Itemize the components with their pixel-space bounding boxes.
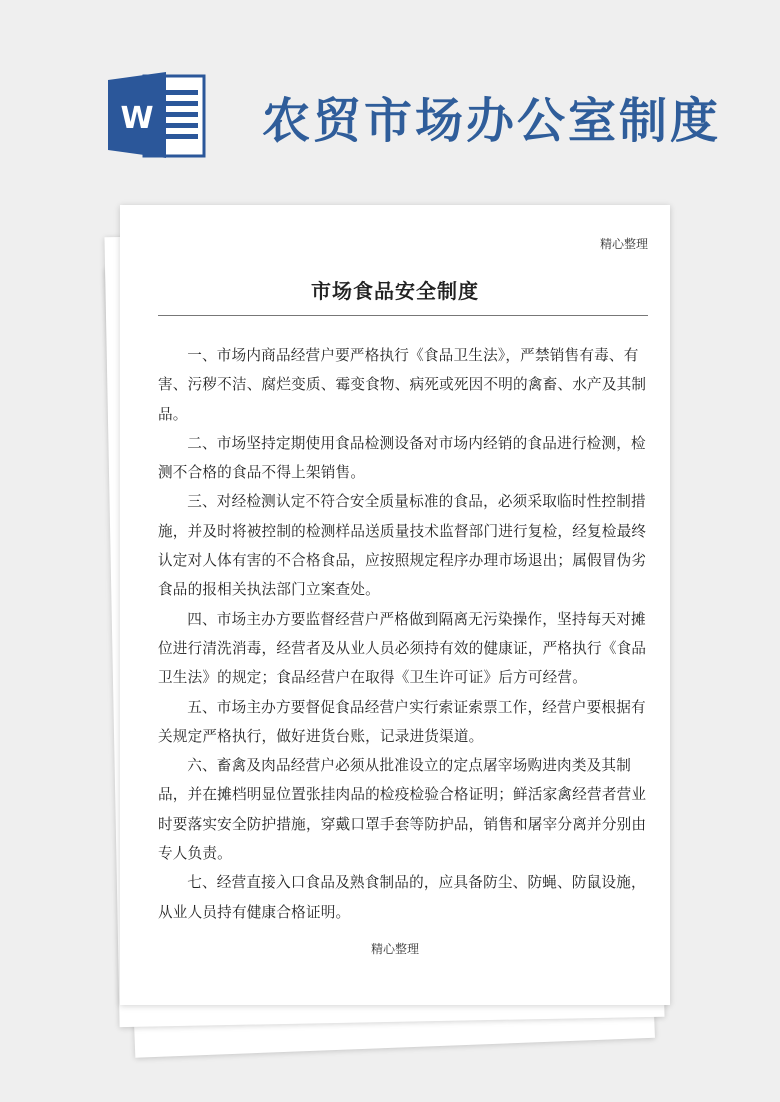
paragraph: 二、市场坚持定期使用食品检测设备对市场内经销的食品进行检测，检测不合格的食品不得上架销售。 [158, 434, 646, 482]
document-body [158, 341, 648, 927]
paragraph: 三、对经检测认定不符合安全质量标准的食品，必须采取临时性控制措施，并及时将被控制的检测样品送质量技术监督部门进行复检，经复检最终认定对人体有害的不合格食品，应按照规定程序办理市场退出；属假冒伪劣食品的报相关执法部门立案查处。 [158, 493, 647, 599]
paragraph: 五、市场主办方要督促食品经营户实行索证索票工作，经营户要根据有关规定严格执行，做好进货台账，记录进货渠道。 [158, 698, 646, 745]
paragraph: 一、市场内商品经营户要严格执行《食品卫生法》，严禁销售有毒、有害、污秽不洁、腐烂变质、霉变食物、病死或死因不明的禽畜、水产及其制品。 [158, 347, 647, 423]
page-header [0, 0, 780, 200]
page-title: 农贸市场办公室制度 [262, 93, 722, 149]
document-page [120, 205, 670, 1005]
paragraph: 六、畜禽及肉品经营户必须从批准设立的定点屠宰场购进肉类及其制品，并在摊档明显位置张挂肉品的检疫检验合格证明；鲜活家禽经营者营业时要落实安全防护措施，穿戴口罩手套等防护品，销售和屠宰分离并分别由专人负责。 [158, 757, 647, 863]
word-icon-letter: W [120, 101, 154, 136]
title-divider [158, 315, 648, 316]
paragraph: 四、市场主办方要监督经营户严格做到隔离无污染操作，坚持每天对摊位进行清洗消毒，经营者及从业人员必须持有效的健康证，严格执行《食品卫生法》的规定；食品经营户在取得《卫生许可证》后方可经营。 [158, 610, 647, 687]
document-title: 市场食品安全制度 [311, 279, 479, 303]
paragraph: 七、经营直接入口食品及熟食制品的，应具备防尘、防蝇、防鼠设施，从业人员持有健康合格证明。 [158, 874, 646, 921]
footer-note: 精心整理 [370, 942, 419, 956]
header-note: 精心整理 [599, 237, 648, 251]
word-document-icon [108, 70, 208, 160]
